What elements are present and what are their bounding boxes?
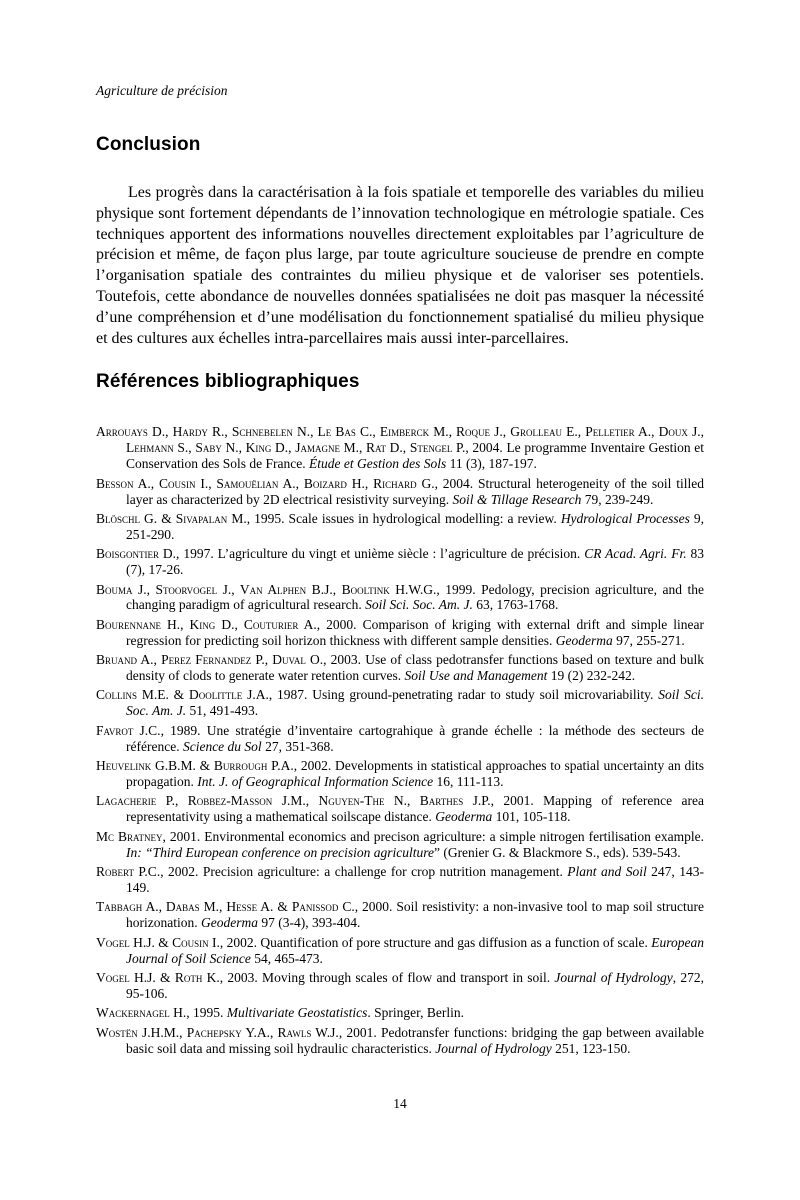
reference-segment: Vogel H.J. & Roth K. xyxy=(96,969,220,985)
reference-item xyxy=(96,723,704,755)
reference-segment: , 1997. L’agriculture du vingt et unième siècle : l’agriculture de précision. xyxy=(176,546,585,562)
reference-segment: CR Acad. Agri. Fr. xyxy=(584,546,687,562)
reference-segment: , 2001. Environmental economics and precison agriculture: a simple nitrogen fertilisation example. xyxy=(162,828,704,844)
reference-segment: , 2003. Use of class pedotransfer functions based on texture and bulk density of clods to generate water retention curves. xyxy=(126,652,704,684)
reference-segment: Science du Sol xyxy=(182,738,262,754)
reference-item xyxy=(96,793,704,825)
reference-item xyxy=(96,1005,704,1021)
reference-item xyxy=(96,758,704,790)
reference-segment: 83 (7), 17-26. xyxy=(126,546,705,578)
reference-segment: 97, 255-271. xyxy=(612,632,685,648)
reference-item xyxy=(96,935,704,967)
references-list xyxy=(96,424,704,1056)
reference-item xyxy=(96,617,704,649)
reference-segment: 19 (2) 232-242. xyxy=(547,668,636,684)
reference-item xyxy=(96,899,704,931)
reference-item xyxy=(96,546,704,578)
reference-segment: Soil Sci. Soc. Am. J. xyxy=(126,687,704,719)
reference-segment: , 1999. Pedology, precision agriculture, and the changing paradigm of agricultural research. xyxy=(126,581,704,613)
reference-segment: Journal of Hydrology xyxy=(554,969,673,985)
reference-segment: Soil Use and Management xyxy=(404,668,548,684)
conclusion-heading: Conclusion xyxy=(96,134,201,155)
reference-segment: Boisgontier D. xyxy=(96,546,177,562)
reference-segment: Collins M.E. & Doolittle J.A. xyxy=(96,687,269,703)
reference-segment: Geoderma xyxy=(435,809,493,825)
page-number: 14 xyxy=(393,1096,407,1111)
reference-segment: Tabbagh A., Dabas M., Hesse A. & Panissod C. xyxy=(96,899,355,915)
reference-segment: , 1987. Using ground-penetrating radar to study soil microvariability. xyxy=(268,687,659,703)
reference-item xyxy=(96,652,704,684)
reference-segment: Soil & Tillage Research xyxy=(452,491,582,507)
reference-segment: 101, 105-118. xyxy=(492,809,571,825)
reference-item xyxy=(96,582,704,614)
reference-segment: Hydrological Processes xyxy=(560,510,690,526)
reference-segment: , 1995. Scale issues in hydrological modelling: a review. xyxy=(246,510,561,526)
reference-item xyxy=(96,476,704,508)
reference-segment: European Journal of Soil Science xyxy=(126,934,704,966)
references-heading: Références bibliographiques xyxy=(96,371,360,393)
reference-segment: 79, 239-249. xyxy=(581,491,654,507)
reference-item xyxy=(96,687,704,719)
running-head: Agriculture de précision xyxy=(96,83,228,98)
reference-segment: Besson A., Cousin I., Samouëlian A., Boizard H., Richard G. xyxy=(96,475,435,491)
reference-segment: , 2001. Pedotransfer functions: bridging the gap between available basic soil data and missing soil hydraulic characteristics. xyxy=(126,1024,704,1056)
reference-segment: , 2002. Developments in statistical approaches to spatial uncertainty an dits propagation. xyxy=(126,758,704,789)
reference-segment: Int. J. of Geographical Information Science xyxy=(197,774,434,789)
reference-segment: 251, 123-150. xyxy=(551,1040,631,1056)
conclusion-paragraph: Les progrès dans la caractérisation à la fois spatiale et temporelle des variables du milieu physique sont fortement dépendants de l’innovation technologique en métrologie spatiale. Ces techniques apportent des informations nouvelles directement exploitables par l’agriculture de précision et même, de façon plus large, par toute agriculture soucieuse de prendre en compte l’organisation spatiale des contraintes du milieu physique et de valoriser ses potentiels. Toutefois, cette abondance de nouvelles données spatialisées ne doit pas masquer la nécessité d’une compréhension et d’une modélisation du fonctionnement spatialisé du milieu physique et des cultures aux échelles intra-parcellaires mais aussi inter-parcellaires. xyxy=(96,184,704,347)
reference-segment: Bouma J., Stoorvogel J., Van Alphen B.J., Booltink H.W.G. xyxy=(96,581,437,597)
reference-segment: Arrouays D., Hardy R., Schnebelen N., Le Bas C., Eimberck M., Roque J., Grolleau E., Pelletier A., Doux J., Lehmann S., Saby N., King D., Jamagne M., Rat D., Stengel P. xyxy=(96,424,704,456)
reference-item xyxy=(96,970,704,1002)
reference-item xyxy=(96,1025,704,1057)
reference-segment: , 2002. Quantification of pore structure and gas diffusion as a function of scale. xyxy=(219,934,652,950)
reference-segment: , 272, 95-106. xyxy=(126,969,704,1001)
reference-segment: , 2000. Soil resistivity: a non-invasive tool to map soil structure horizonation. xyxy=(126,899,704,931)
reference-segment: Favrot J.C. xyxy=(96,722,161,738)
reference-segment: Bourennane H., King D., Couturier A. xyxy=(96,616,317,632)
reference-segment: Bruand A., Perez Fernandez P., Duval O. xyxy=(96,652,324,668)
reference-segment: In: “Third European conference on precision agriculture xyxy=(126,844,434,860)
reference-segment: Robert P.C. xyxy=(96,864,161,880)
reference-segment: Geoderma xyxy=(200,915,258,931)
reference-segment: , 2004. Le programme Inventaire Gestion et Conservation des Sols de France. xyxy=(126,440,704,472)
reference-segment: 97 (3-4), 393-404. xyxy=(257,915,361,931)
reference-segment: Journal of Hydrology xyxy=(435,1040,552,1056)
reference-segment: , 2001. Mapping of reference area representativity using a mathematical soilscape distance. xyxy=(126,793,704,825)
reference-segment: Vogel H.J. & Cousin I. xyxy=(96,934,220,950)
reference-segment: 63, 1763-1768. xyxy=(472,597,559,613)
reference-segment: Étude et Gestion des Sols xyxy=(308,456,447,472)
reference-segment: 11 (3), 187-197. xyxy=(446,456,537,472)
reference-segment: Geoderma xyxy=(555,632,613,648)
reference-segment: Lagacherie P., Robbez-Masson J.M., Nguyen-The N., Barthes J.P. xyxy=(96,793,491,809)
reference-segment: . Springer, Berlin. xyxy=(367,1005,464,1021)
reference-segment: Soil Sci. Soc. Am. J. xyxy=(365,597,473,613)
reference-segment: Plant and Soil xyxy=(567,864,647,880)
reference-segment: 247, 143-149. xyxy=(126,864,705,895)
reference-segment: 9, 251-290. xyxy=(126,510,705,542)
reference-segment: Wostën J.H.M., Pachepsky Y.A., Rawls W.J. xyxy=(96,1024,339,1040)
reference-segment: , 2003. Moving through scales of flow and transport in soil. xyxy=(219,969,555,985)
reference-segment: Multivariate Geostatistics xyxy=(226,1005,368,1021)
reference-segment: Wackernagel H. xyxy=(96,1005,187,1021)
reference-segment: Heuvelink G.B.M. & Burrough P.A. xyxy=(96,758,294,774)
reference-item xyxy=(96,424,704,472)
reference-segment: 16, 111-113. xyxy=(433,774,504,789)
reference-segment: 51, 491-493. xyxy=(186,703,259,719)
reference-item xyxy=(96,864,704,896)
reference-segment: , 2000. Comparison of kriging with external drift and simple linear regression for predicting soil horizon thickness with different sample densities. xyxy=(126,616,704,648)
reference-item xyxy=(96,829,704,861)
reference-segment: 54, 465-473. xyxy=(250,950,323,966)
reference-segment: , 1995. xyxy=(186,1005,227,1021)
reference-segment: ” (Grenier G. & Blackmore S., eds). 539-543. xyxy=(433,844,681,860)
reference-segment: , 2002. Precision agriculture: a challenge for crop nutrition management. xyxy=(160,864,568,880)
reference-segment: 27, 351-368. xyxy=(261,738,334,754)
reference-segment: Mc Bratney xyxy=(96,828,163,844)
reference-segment: Blöschl G. & Sivapalan M. xyxy=(96,510,247,526)
reference-segment: , 1989. Une stratégie d’inventaire cartograhique à grande échelle : la méthode des secteurs de référence. xyxy=(126,722,704,754)
reference-segment: , 2004. Structural heterogeneity of the soil tilled layer as characterized by 2D electrical resistivity surveying. xyxy=(126,475,704,507)
reference-item xyxy=(96,511,704,543)
